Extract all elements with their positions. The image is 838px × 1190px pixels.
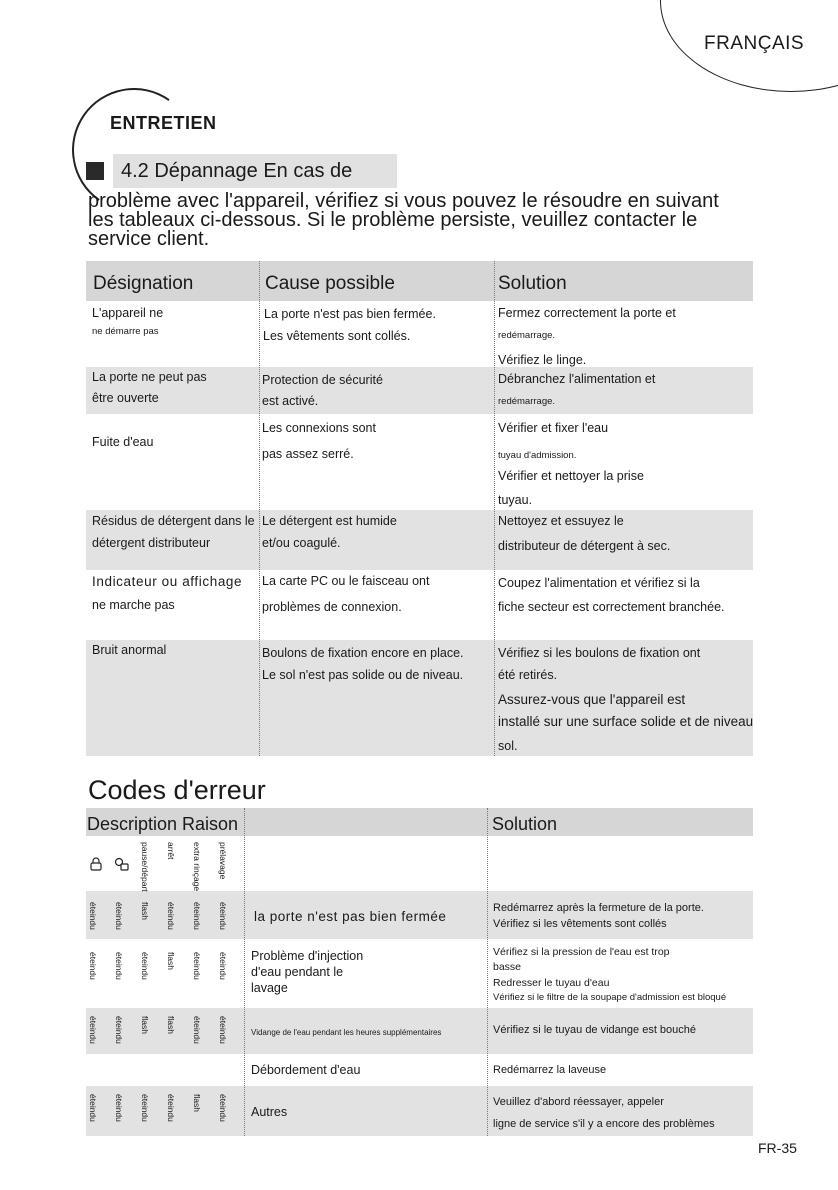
designation-text: Indicateur ou affichage [92, 574, 243, 589]
designation-text: détergent distributeur [92, 536, 211, 550]
error-solution: Vérifiez si les vêtements sont collés [493, 918, 667, 930]
error-reason: Problème d'injection [251, 949, 364, 963]
child-lock-icon [113, 857, 129, 874]
header-cause: Cause possible [265, 273, 395, 294]
solution-text: Assurez-vous que l'appareil est [498, 692, 686, 707]
header-solution: Solution [492, 814, 558, 834]
indicator-state: éteindu [166, 902, 176, 930]
indicator-state: flash [166, 952, 176, 970]
cause-text: et/ou coagulé. [262, 536, 341, 550]
designation-text: être ouverte [92, 391, 159, 405]
intro-text: problème avec l'appareil, vérifiez si vous pouvez le résoudre en suivant les tableaux ci-dessous. Si le problème persiste, veuillez contacter le service client. [88, 190, 719, 250]
error-reason: d'eau pendant le [251, 965, 344, 979]
error-reason: Débordement d'eau [251, 1063, 361, 1077]
column-divider [259, 261, 260, 756]
indicator-state: éteindu [88, 902, 98, 930]
error-solution: Redémarrez la laveuse [493, 1064, 607, 1076]
error-reason: Vidange de l'eau pendant les heures supplémentaires [251, 1028, 442, 1037]
solution-text: Fermez correctement la porte et [498, 306, 676, 320]
indicator-state: flash [140, 902, 150, 920]
indicator-state: éteindu [192, 902, 202, 930]
indicator-state: éteindu [166, 1094, 176, 1122]
solution-text: distributeur de détergent à sec. [498, 539, 671, 553]
indicator-state: éteindu [218, 1094, 228, 1122]
indicator-state: flash [192, 1094, 202, 1112]
indicator-state: éteindu [192, 952, 202, 980]
error-reason: Autres [251, 1105, 288, 1119]
error-solution: Veuillez d'abord réessayer, appeler [493, 1096, 664, 1108]
solution-text: Débranchez l'alimentation et [498, 372, 656, 386]
solution-text: Vérifier et fixer l'eau [498, 421, 609, 435]
solution-text: Nettoyez et essuyez le [498, 514, 624, 528]
lock-icon [89, 857, 103, 874]
solution-text: installé sur une surface solide et de niveau [498, 714, 754, 729]
indicator-state: éteindu [218, 1016, 228, 1044]
cause-text: La carte PC ou le faisceau ont [262, 574, 430, 588]
indicator-state: éteindu [218, 902, 228, 930]
subsection-title: 4.2 Dépannage En cas de [121, 160, 353, 182]
indicator-state: éteindu [88, 952, 98, 980]
solution-text: redémarrage. [498, 396, 556, 407]
solution-text: Vérifier et nettoyer la prise [498, 469, 644, 483]
indicator-state: éteindu [218, 952, 228, 980]
column-divider [244, 808, 245, 1136]
header-description: Description Raison [87, 814, 239, 834]
indicator-state: éteindu [88, 1094, 98, 1122]
indicator-state: éteindu [192, 1016, 202, 1044]
designation-text: ne démarre pas [92, 326, 159, 337]
page-number: FR-35 [758, 1140, 797, 1156]
error-reason: lavage [251, 981, 288, 995]
error-solution: basse [493, 961, 522, 973]
indicator-state: flash [166, 1016, 176, 1034]
cause-text: Protection de sécurité [262, 373, 383, 387]
indicator-state: éteindu [114, 1094, 124, 1122]
cause-text: Le sol n'est pas solide ou de niveau. [262, 668, 464, 682]
indicator-state: éteindu [140, 1094, 150, 1122]
indicator-state: éteindu [140, 952, 150, 980]
column-label: arrêt [166, 842, 176, 860]
error-solution: Redresser le tuyau d'eau [493, 977, 610, 989]
indicator-state: éteindu [114, 1016, 124, 1044]
cause-text: pas assez serré. [262, 447, 354, 461]
designation-text: L'appareil ne [92, 306, 164, 320]
solution-text: fiche secteur est correctement branchée. [498, 600, 725, 614]
error-solution: Vérifiez si le filtre de la soupape d'admission est bloqué [493, 992, 727, 1003]
language-label: FRANÇAIS [704, 33, 805, 54]
designation-text: Fuite d'eau [92, 435, 154, 449]
cause-text: est activé. [262, 394, 319, 408]
designation-text: Bruit anormal [92, 643, 167, 657]
indicator-state: éteindu [114, 952, 124, 980]
solution-text: sol. [498, 739, 518, 753]
error-codes-title: Codes d'erreur [88, 775, 266, 805]
column-label: extra rinçage [192, 842, 202, 892]
column-divider [494, 261, 495, 756]
designation-text: La porte ne peut pas [92, 370, 207, 384]
error-solution: Vérifiez si la pression de l'eau est trop [493, 946, 670, 958]
column-label: pause/départ [140, 842, 150, 892]
solution-text: redémarrage. [498, 330, 556, 341]
solution-text: Coupez l'alimentation et vérifiez si la [498, 576, 700, 590]
cause-text: Les vêtements sont collés. [263, 329, 411, 343]
section-title: ENTRETIEN [110, 113, 217, 133]
solution-text: été retirés. [498, 668, 558, 682]
indicator-state: éteindu [114, 902, 124, 930]
indicator-state: éteindu [88, 1016, 98, 1044]
designation-text: ne marche pas [92, 598, 175, 612]
solution-text: Vérifiez le linge. [498, 353, 587, 367]
designation-text: Résidus de détergent dans le [92, 514, 255, 528]
cause-text: Boulons de fixation encore en place. [262, 646, 464, 660]
indicator-state: flash [140, 1016, 150, 1034]
error-solution: ligne de service s'il y a encore des problèmes [493, 1118, 715, 1130]
solution-text: Vérifiez si les boulons de fixation ont [498, 646, 701, 660]
cause-text: La porte n'est pas bien fermée. [264, 307, 436, 321]
column-divider [487, 808, 488, 1136]
cause-text: problèmes de connexion. [262, 600, 402, 614]
cause-text: Les connexions sont [262, 421, 376, 435]
error-solution: Redémarrez après la fermeture de la porte. [493, 902, 704, 914]
bullet-square [86, 162, 104, 180]
solution-text: tuyau d'admission. [498, 450, 577, 461]
header-solution: Solution [498, 273, 567, 294]
solution-text: tuyau. [498, 493, 533, 507]
error-reason: la porte n'est pas bien fermée [254, 909, 447, 924]
cause-text: Le détergent est humide [262, 514, 397, 528]
column-label: prélavage [218, 842, 228, 880]
header-designation: Désignation [93, 273, 194, 294]
error-solution: Vérifiez si le tuyau de vidange est bouché [493, 1024, 697, 1036]
